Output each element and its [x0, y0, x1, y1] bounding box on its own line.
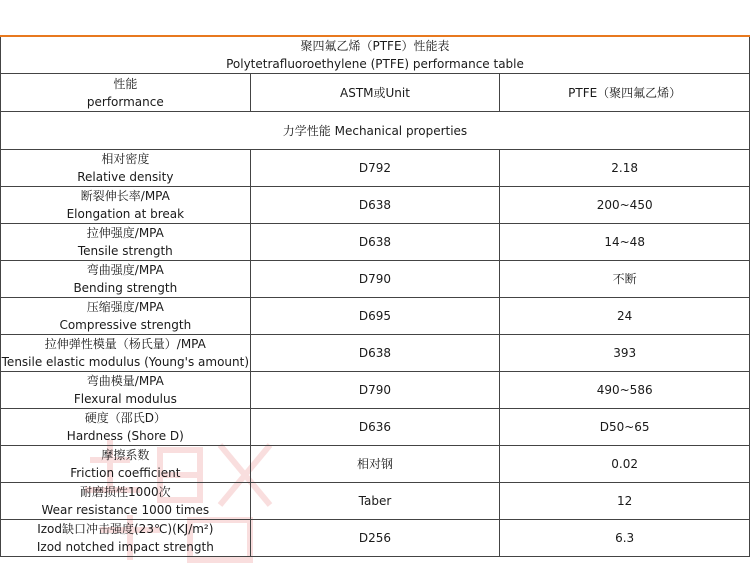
table-row: [1, 150, 750, 187]
value-cell: 393: [500, 335, 750, 372]
astm-cell: 相对钢: [250, 446, 500, 483]
value-cell: 2.18: [500, 150, 750, 187]
title-zh: 聚四氟乙烯（PTFE）性能表: [300, 39, 450, 53]
table-row: [1, 261, 750, 298]
property-cell: [1, 446, 251, 483]
property-zh: 耐磨损性1000次: [80, 485, 171, 499]
property-cell: [1, 150, 251, 187]
value-cell: 14~48: [500, 224, 750, 261]
property-en: Compressive strength: [59, 318, 192, 332]
property-en: Bending strength: [73, 281, 178, 295]
header-performance-en: performance: [86, 94, 164, 109]
value-cell: 0.02: [500, 446, 750, 483]
table-row: [1, 409, 750, 446]
value-cell: 24: [500, 298, 750, 335]
property-en: Relative density: [77, 170, 174, 184]
section-label: 力学性能 Mechanical properties: [1, 112, 750, 150]
property-en: Elongation at break: [66, 207, 185, 221]
property-en: Tensile elastic modulus (Young's amount): [1, 355, 250, 369]
property-cell: [1, 409, 251, 446]
astm-cell: D636: [250, 409, 500, 446]
table-row: [1, 298, 750, 335]
astm-cell: D638: [250, 187, 500, 224]
section-row: [1, 112, 750, 150]
astm-cell: D792: [250, 150, 500, 187]
property-zh: 弯曲强度/MPA: [86, 263, 164, 277]
property-zh: 拉伸强度/MPA: [86, 226, 164, 240]
astm-cell: D695: [250, 298, 500, 335]
table-row: [1, 483, 750, 520]
table-row: [1, 187, 750, 224]
table-title: [1, 36, 750, 74]
property-zh: 摩擦系数: [101, 448, 150, 462]
property-zh: Izod缺口冲击强度(23℃)(KJ/m²): [37, 522, 214, 536]
value-cell: 不断: [500, 261, 750, 298]
header-astm: ASTM或Unit: [250, 74, 500, 112]
property-en: Hardness (Shore D): [66, 429, 184, 443]
header-ptfe: PTFE（聚四氟乙烯）: [500, 74, 750, 112]
astm-cell: D638: [250, 224, 500, 261]
property-en: Wear resistance 1000 times: [41, 503, 210, 517]
property-cell: [1, 187, 251, 224]
property-en: Flexural modulus: [73, 392, 177, 406]
property-zh: 拉伸弹性模量（杨氏量）/MPA: [44, 337, 206, 351]
property-cell: [1, 224, 251, 261]
table-title-row: [1, 36, 750, 74]
property-zh: 硬度（邵氏D）: [84, 411, 166, 425]
table-row: [1, 335, 750, 372]
astm-cell: D638: [250, 335, 500, 372]
property-zh: 压缩强度/MPA: [86, 300, 164, 314]
property-cell: [1, 483, 251, 520]
property-en: Izod notched impact strength: [36, 540, 214, 554]
property-en: Friction coefficient: [70, 466, 181, 480]
title-en: Polytetrafluoroethylene (PTFE) performance table: [226, 57, 524, 71]
value-cell: D50~65: [500, 409, 750, 446]
table-row: [1, 224, 750, 261]
header-performance: [1, 74, 251, 112]
property-zh: 相对密度: [101, 152, 150, 166]
property-zh: 弯曲模量/MPA: [86, 374, 164, 388]
astm-cell: D790: [250, 372, 500, 409]
value-cell: 490~586: [500, 372, 750, 409]
table-row: [1, 372, 750, 409]
ptfe-performance-table: [0, 35, 750, 557]
table-row: [1, 520, 750, 557]
table-header-row: [1, 74, 750, 112]
value-cell: 12: [500, 483, 750, 520]
property-cell: [1, 335, 251, 372]
astm-cell: D790: [250, 261, 500, 298]
property-cell: [1, 261, 251, 298]
property-en: Tensile strength: [77, 244, 173, 258]
value-cell: 6.3: [500, 520, 750, 557]
property-cell: [1, 520, 251, 557]
astm-cell: Taber: [250, 483, 500, 520]
header-performance-zh: 性能: [113, 76, 138, 91]
property-zh: 断裂伸长率/MPA: [80, 189, 170, 203]
property-cell: [1, 298, 251, 335]
astm-cell: D256: [250, 520, 500, 557]
table-row: [1, 446, 750, 483]
value-cell: 200~450: [500, 187, 750, 224]
property-cell: [1, 372, 251, 409]
